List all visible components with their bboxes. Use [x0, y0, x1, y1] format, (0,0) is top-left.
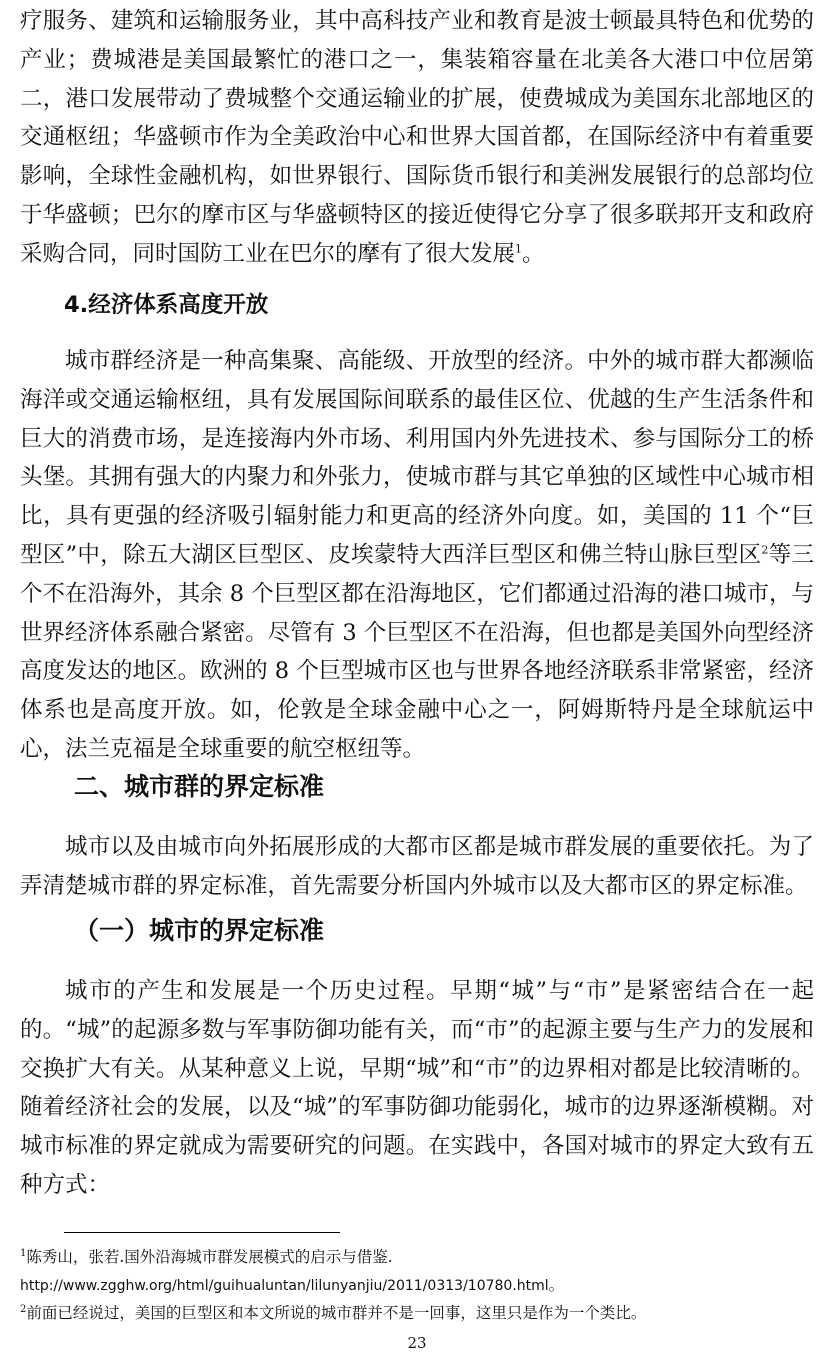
paragraph-text-continued: 等三个不在沿海外，其余 8 个巨型区都在沿海地区，它们都通过沿海的港口城市，与世界经济体系融合紧密。尽管有 3 个巨型区不在沿海，但也都是美国外向型经济高度发达的地区。欧洲的 8 个巨型城市区也与世界各地经济联系非常紧密，经济体系也是高度开放。如，伦敦是全球金融中心之一，阿姆斯特丹是全球航运中心，法兰克福是全球重要的航空枢纽等。	[20, 541, 814, 762]
footnote-2	[20, 1300, 814, 1327]
footnote-1-url-line	[20, 1272, 814, 1300]
footnote-text: 前面已经说过，美国的巨型区和本文所说的城市群并不是一回事，这里只是作为一个类比。	[26, 1304, 647, 1322]
footnote-ref-1[interactable]: 1	[515, 242, 523, 256]
paragraph-city-definition: 城市的产生和发展是一个历史过程。早期“城”与“市”是紧密结合在一起的。“城”的起源多数与军事防御功能有关，而“市”的起源主要与生产力的发展和交换扩大有关。从某种意义上说，早期“城”和“市”的边界相对都是比较清晰的。随着经济社会的发展，以及“城”的军事防御功能弱化，城市的边界逐渐模糊。对城市标准的界定就成为需要研究的问题。在实践中，各国对城市的界定大致有五种方式：	[20, 978, 814, 1198]
page-number: 23	[407, 1334, 427, 1352]
footnote-number: 2	[20, 1303, 27, 1315]
footnote-punct: 。	[548, 1276, 565, 1294]
paragraph-text: 城市群经济是一种高集聚、高能级、开放型的经济。中外的城市群大都濒临海洋或交通运输枢纽，具有发展国际间联系的最佳区位、优越的生产生活条件和巨大的消费市场，是连接海内外市场、利用国内外先进技术、参与国际分工的桥头堡。其拥有强大的内聚力和外张力，使城市群与其它单独的区域性中心城市相比，具有更强的经济吸引辐射能力和更高的经济外向度。如，美国的 11 个“巨型区”中，除五大湖区巨型区、皮埃蒙特大西洋巨型区和佛兰特山脉巨型区	[20, 348, 814, 568]
chapter-heading-2: 二、城市群的界定标准	[74, 772, 325, 801]
footnote-text: 陈秀山，张若.国外沿海城市群发展模式的启示与借鉴.	[26, 1248, 393, 1266]
paragraph-text: 疗服务、建筑和运输服务业，其中高科技产业和教育是波士顿最具特色和优势的产业；费城港是美国最繁忙的港口之一，集装箱容量在北美各大港口中位居第二，港口发展带动了费城整个交通运输业的扩展，使费城成为美国东北部地区的交通枢纽；华盛顿市作为全美政治中心和世界大国首都，在国际经济中有着重要影响，全球性金融机构，如世界银行、国际货币银行和美洲发展银行的总部均位于华盛顿；巴尔的摩市区与华盛顿特区的接近使得它分享了很多联邦开支和政府采购合同，同时国防工业在巴尔的摩有了很大发展	[20, 8, 814, 267]
footnote-link[interactable]: http://www.zgghw.org/html/guihualuntan/lilunyanjiu/2011/0313/10780.html	[20, 1278, 549, 1294]
paragraph-open-economy	[20, 342, 814, 769]
footnote-ref-2[interactable]: 2	[761, 543, 769, 557]
footnote-number: 1	[20, 1247, 27, 1259]
footnote-divider	[64, 1232, 340, 1233]
section-heading-4: 4.经济体系高度开放	[64, 292, 269, 318]
footnote-1	[20, 1244, 814, 1271]
subsection-heading-1: （一）城市的界定标准	[74, 916, 325, 945]
paragraph-economy-cities: 疗服务、建筑和运输服务业，其中高科技产业和教育是波士顿最具特色和优势的产业；费城港是美国最繁忙的港口之一，集装箱容量在北美各大港口中位居第二，港口发展带动了费城整个交通运输业的扩展，使费城成为美国东北部地区的交通枢纽；华盛顿市作为全美政治中心和世界大国首都，在国际经济中有着重要影响，全球性金融机构，如世界银行、国际货币银行和美洲发展银行的总部均位于华盛顿；巴尔的摩市区与华盛顿特区的接近使得它分享了很多联邦开支和政府采购合同，同时国防工业在巴尔的摩有了很大发展$^1$。	[20, 8, 814, 267]
paragraph-city-cluster-intro: 城市以及由城市向外拓展形成的大都市区都是城市群发展的重要依托。为了弄清楚城市群的界定标准，首先需要分析国内外城市以及大都市区的界定标准。	[20, 834, 814, 899]
